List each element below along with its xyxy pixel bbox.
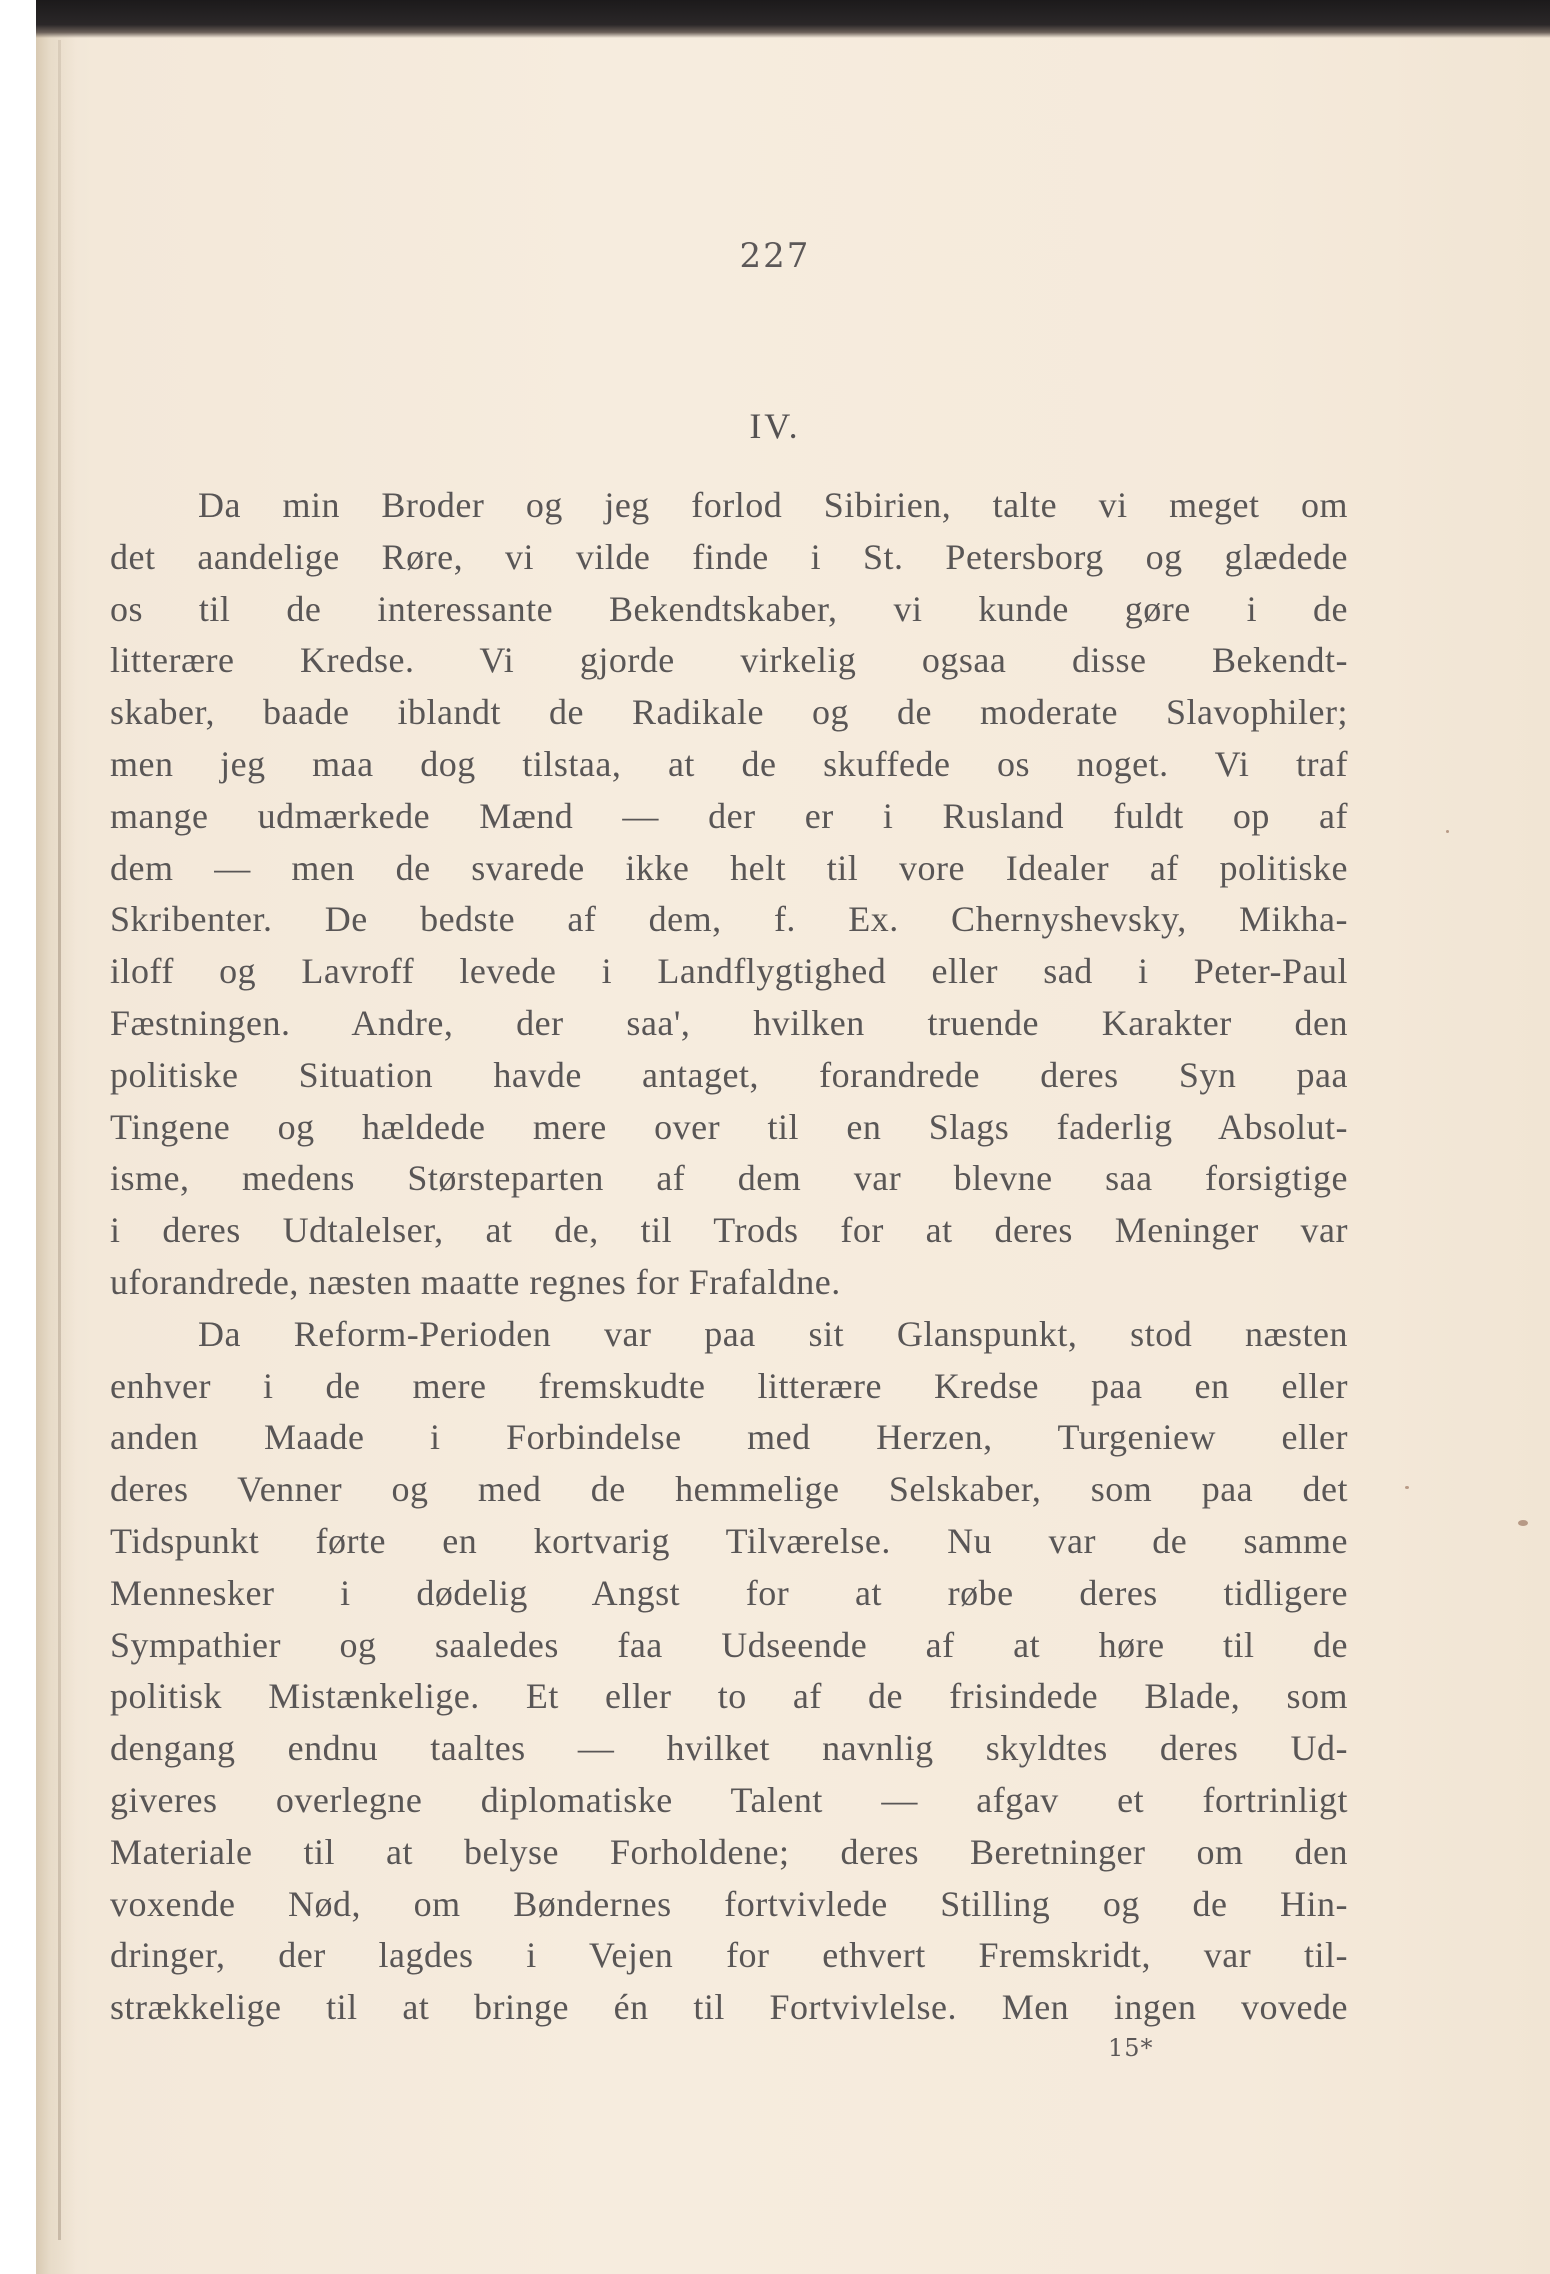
section-heading: IV. <box>749 406 801 446</box>
text-line: men jeg maa dog tilstaa, at de skuffede os noget. Vi traf <box>110 743 1348 784</box>
paper-speck <box>1446 830 1449 833</box>
text-line: isme, medens Størsteparten af dem var blevne saa forsigtige <box>110 1158 1348 1199</box>
spine-crease <box>58 40 61 2240</box>
outer-margin <box>0 0 36 2274</box>
text-line: Da min Broder og jeg forlod Sibirien, talte vi meget om <box>198 485 1348 525</box>
text-line: Materiale til at belyse Forholdene; deres Beretninger om den <box>110 1831 1348 1872</box>
text-line: Sympathier og saaledes faa Udseende af at høre til de <box>110 1624 1348 1665</box>
text-line: anden Maade i Forbindelse med Herzen, Turgeniew eller <box>110 1417 1348 1458</box>
text-line: Mennesker i dødelig Angst for at røbe deres tidligere <box>110 1572 1348 1613</box>
text-line: Tingene og hældede mere over til en Slags faderlig Absolut- <box>110 1106 1348 1147</box>
text-line: strækkelige til at bringe én til Fortvivlelse. Men ingen vovede <box>110 1987 1348 2028</box>
text-line: uforandrede, næsten maatte regnes for Frafaldne. <box>110 1261 841 1302</box>
text-line: litterære Kredse. Vi gjorde virkelig ogsaa disse Bekendt- <box>110 640 1348 681</box>
text-line: politisk Mistænkelige. Et eller to af de frisindede Blade, som <box>110 1676 1348 1717</box>
text-line: skaber, baade iblandt de Radikale og de moderate Slavophiler; <box>110 692 1348 733</box>
paper-speck <box>1518 1520 1528 1526</box>
text-line: i deres Udtalelser, at de, til Trods for at deres Meninger var <box>110 1210 1348 1251</box>
page-number: 227 <box>739 236 811 276</box>
spine-shadow <box>36 0 76 2274</box>
signature-mark: 15* <box>1108 2034 1154 2062</box>
top-scan-edge <box>36 0 1550 38</box>
text-line: dringer, der lagdes i Vejen for ethvert Fremskridt, var til- <box>110 1935 1348 1976</box>
text-line: os til de interessante Bekendtskaber, vi kunde gøre i de <box>110 588 1348 629</box>
text-line: Fæstningen. Andre, der saa', hvilken truende Karakter den <box>110 1002 1348 1043</box>
text-line: giveres overlegne diplomatiske Talent — afgav et fortrinligt <box>110 1779 1348 1820</box>
text-line: Da Reform-Perioden var paa sit Glanspunkt, stod næsten <box>198 1313 1348 1354</box>
text-line: det aandelige Røre, vi vilde finde i St. Petersborg og glædede <box>110 536 1348 577</box>
body-text <box>110 480 1348 2034</box>
text-line: mange udmærkede Mænd — der er i Rusland fuldt op af <box>110 795 1348 836</box>
text-line: enhver i de mere fremskudte litterære Kredse paa en eller <box>110 1365 1348 1406</box>
text-line: Tidspunkt førte en kortvarig Tilværelse. Nu var de samme <box>110 1520 1348 1561</box>
text-line: deres Venner og med de hemmelige Selskaber, som paa det <box>110 1469 1348 1510</box>
text-line: dengang endnu taaltes — hvilket navnlig skyldtes deres Ud- <box>110 1728 1348 1769</box>
text-line: iloff og Lavroff levede i Landflygtighed eller sad i Peter-Paul <box>110 951 1348 992</box>
text-line: dem — men de svarede ikke helt til vore Idealer af politiske <box>110 847 1348 888</box>
text-line: politiske Situation havde antaget, forandrede deres Syn paa <box>110 1054 1348 1095</box>
paper-speck <box>1405 1486 1409 1489</box>
text-line: Skribenter. De bedste af dem, f. Ex. Chernyshevsky, Mikha- <box>110 899 1348 940</box>
text-line: voxende Nød, om Bøndernes fortvivlede Stilling og de Hin- <box>110 1883 1348 1924</box>
